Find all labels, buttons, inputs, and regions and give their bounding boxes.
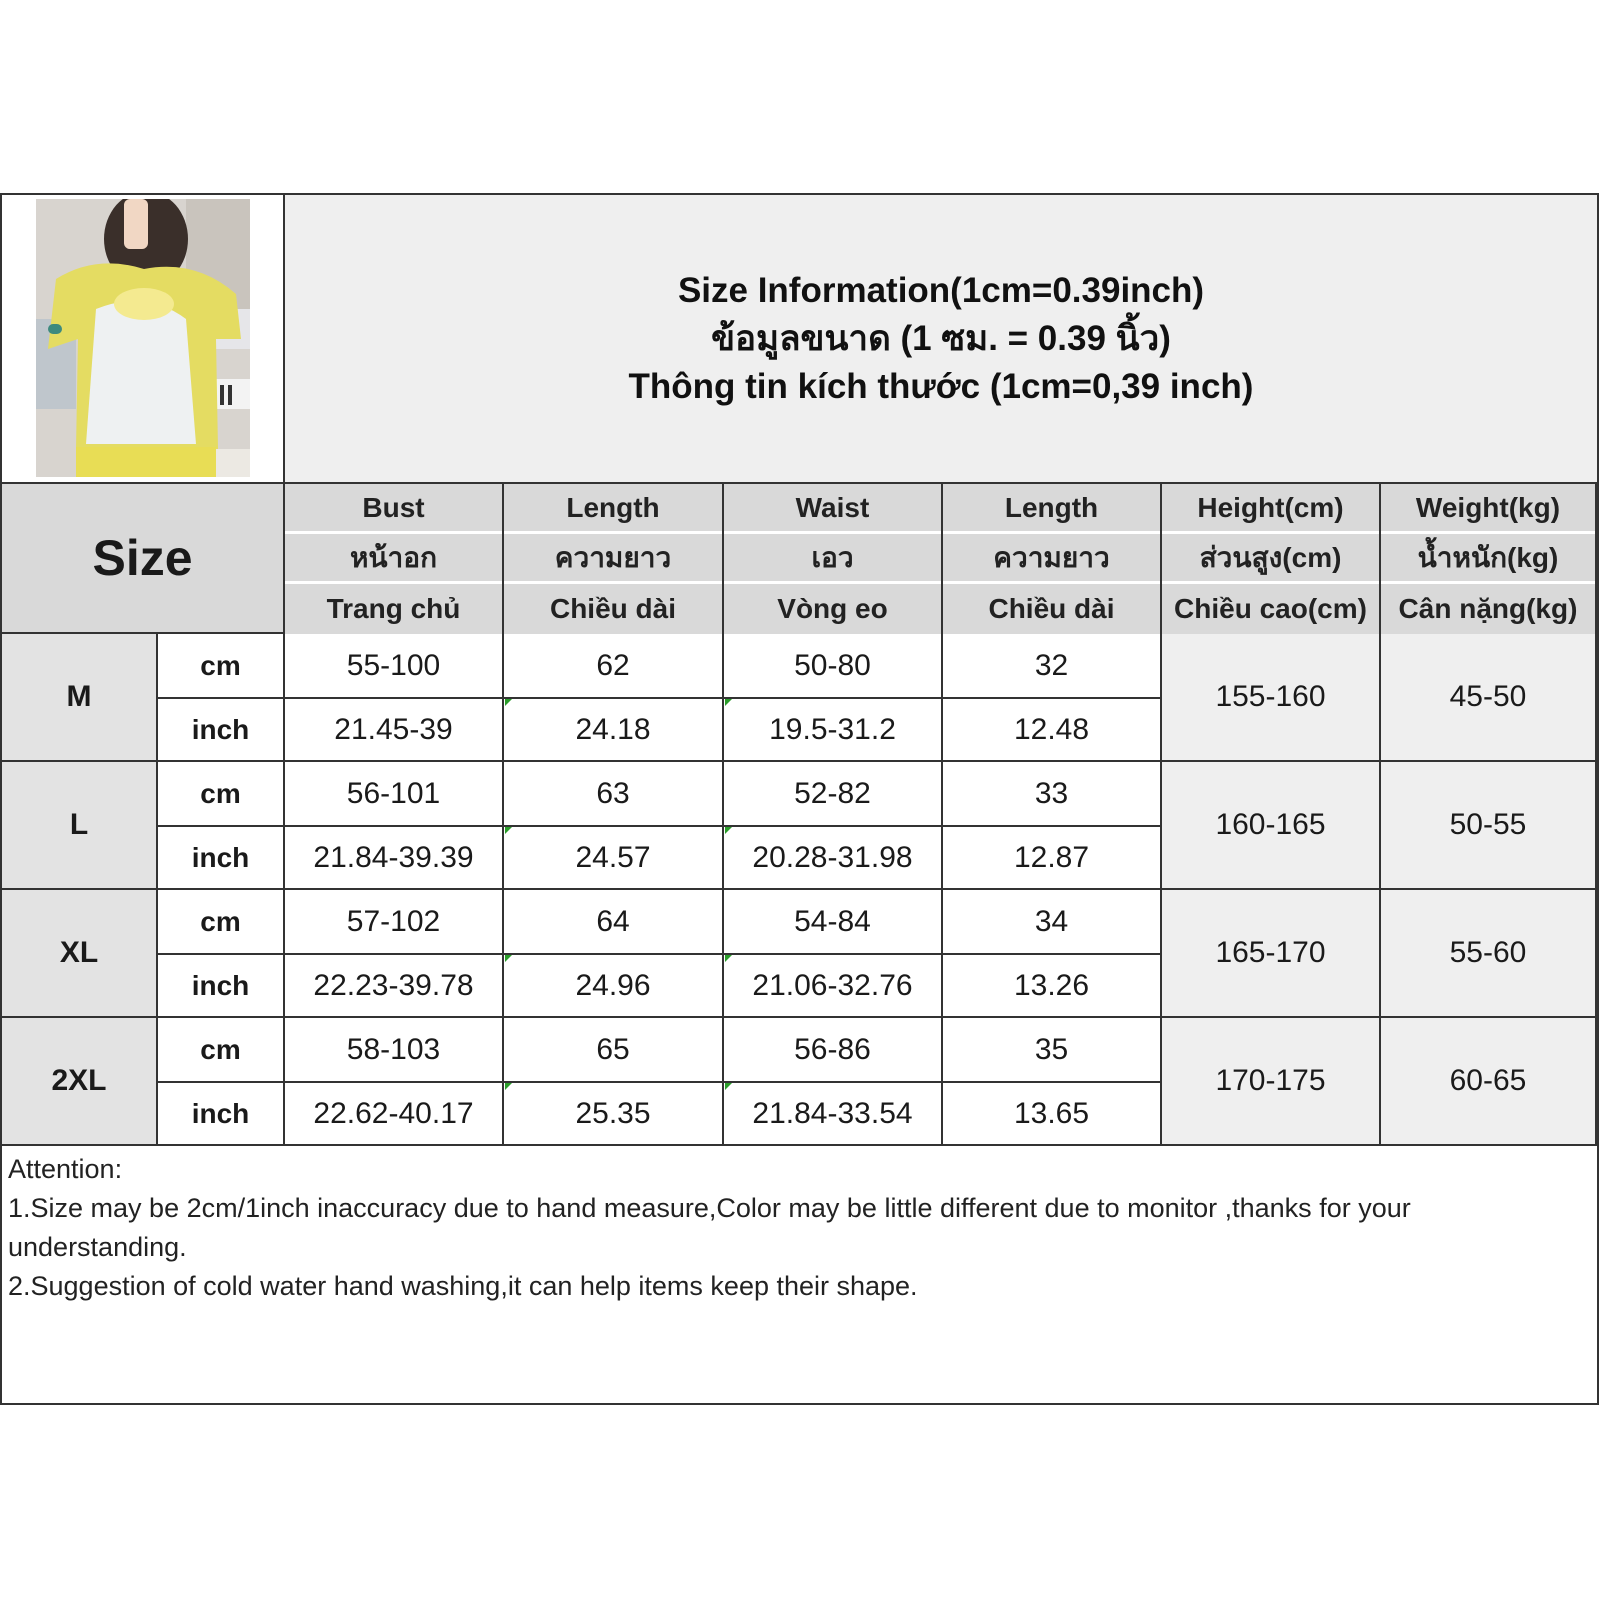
weight-value: 60-65 [1381,1018,1597,1146]
product-photo-cell [2,195,285,484]
column-header-en: Waist [724,484,941,534]
size-label: XL [2,890,158,1018]
value-cell-cm: 57-102 [285,890,504,954]
value-cell-cm: 56-86 [724,1018,943,1082]
height-value: 170-175 [1162,1018,1381,1146]
notes-line-2: 2.Suggestion of cold water hand washing,it can help items keep their shape. [8,1271,918,1301]
value-cell-inch: 22.62-40.17 [285,1082,504,1146]
title-block [285,195,1597,484]
row-divider [158,825,1162,827]
cell-marker-icon [725,1083,732,1090]
value-cell-inch: 21.84-39.39 [285,826,504,890]
size-chart [0,193,1599,1405]
size-column-header: Size [2,484,285,634]
cell-marker-icon [505,955,512,962]
value-cell-cm: 64 [504,890,724,954]
height-value: 155-160 [1162,634,1381,762]
value-cell-cm: 58-103 [285,1018,504,1082]
row-divider [158,697,1162,699]
row-divider [158,953,1162,955]
weight-value: 55-60 [1381,890,1597,1018]
title-thai: ข้อมูลขนาด (1 ซม. = 0.39 นิ้ว) [711,318,1171,358]
unit-label-cm: cm [158,634,285,698]
column-header-en: Weight(kg) [1381,484,1595,534]
unit-label-cm: cm [158,762,285,826]
value-cell-cm: 32 [943,634,1162,698]
column-header-vi: Vòng eo [724,584,941,634]
unit-label-inch: inch [158,1082,285,1146]
unit-label-cm: cm [158,890,285,954]
column-header-vi: Chiều dài [504,584,722,634]
value-cell-cm: 50-80 [724,634,943,698]
weight-value: 50-55 [1381,762,1597,890]
value-cell-inch: 24.96 [504,954,724,1018]
value-cell-inch: 22.23-39.78 [285,954,504,1018]
column-header-en: Bust [285,484,502,534]
row-divider [158,1081,1162,1083]
column-header [504,484,724,634]
value-cell-inch: 13.65 [943,1082,1162,1146]
column-header-th: ความยาว [943,534,1160,584]
cell-marker-icon [505,699,512,706]
column-header [724,484,943,634]
column-header-vi: Trang chủ [285,584,502,634]
column-header-th: ส่วนสูง(cm) [1162,534,1379,584]
column-header [943,484,1162,634]
unit-label-cm: cm [158,1018,285,1082]
value-cell-cm: 52-82 [724,762,943,826]
column-header-vi: Chiều dài [943,584,1160,634]
size-label: 2XL [2,1018,158,1146]
value-cell-cm: 65 [504,1018,724,1082]
product-photo [36,199,250,477]
value-cell-inch: 24.57 [504,826,724,890]
value-cell-inch: 20.28-31.98 [724,826,943,890]
title-english: Size Information(1cm=0.39inch) [677,270,1205,310]
cell-marker-icon [505,1083,512,1090]
value-cell-inch: 25.35 [504,1082,724,1146]
height-value: 165-170 [1162,890,1381,1018]
weight-value: 45-50 [1381,634,1597,762]
value-cell-cm: 33 [943,762,1162,826]
column-header-th: น้ำหนัก(kg) [1381,534,1595,584]
product-photo-illustration [36,199,250,477]
notes-line-1: 1.Size may be 2cm/1inch inaccuracy due to hand measure,Color may be little different due to monitor ,thanks for your understanding. [8,1193,1411,1262]
height-value: 160-165 [1162,762,1381,890]
value-cell-cm: 55-100 [285,634,504,698]
value-cell-inch: 12.48 [943,698,1162,762]
value-cell-cm: 34 [943,890,1162,954]
cell-marker-icon [725,699,732,706]
column-header [1162,484,1381,634]
size-label: M [2,634,158,762]
notes-heading: Attention: [8,1154,123,1184]
column-header [285,484,504,634]
value-cell-cm: 56-101 [285,762,504,826]
column-header [1381,484,1597,634]
column-header-th: หน้าอก [285,534,502,584]
unit-label-inch: inch [158,954,285,1018]
column-header-en: Length [943,484,1160,534]
attention-notes [8,1150,1588,1306]
unit-label-inch: inch [158,826,285,890]
column-header-en: Height(cm) [1162,484,1379,534]
value-cell-inch: 13.26 [943,954,1162,1018]
value-cell-cm: 54-84 [724,890,943,954]
column-header-en: Length [504,484,722,534]
value-cell-inch: 21.06-32.76 [724,954,943,1018]
unit-label-inch: inch [158,698,285,762]
column-header-th: ความยาว [504,534,722,584]
value-cell-cm: 62 [504,634,724,698]
cell-marker-icon [505,827,512,834]
value-cell-inch: 19.5-31.2 [724,698,943,762]
column-header-th: เอว [724,534,941,584]
value-cell-inch: 24.18 [504,698,724,762]
cell-marker-icon [725,955,732,962]
column-header-vi: Chiều cao(cm) [1162,584,1379,634]
column-header-vi: Cân nặng(kg) [1381,584,1595,634]
size-label: L [2,762,158,890]
value-cell-inch: 12.87 [943,826,1162,890]
value-cell-cm: 35 [943,1018,1162,1082]
value-cell-cm: 63 [504,762,724,826]
cell-marker-icon [725,827,732,834]
value-cell-inch: 21.45-39 [285,698,504,762]
value-cell-inch: 21.84-33.54 [724,1082,943,1146]
title-vietnamese: Thông tin kích thước (1cm=0,39 inch) [628,366,1254,406]
